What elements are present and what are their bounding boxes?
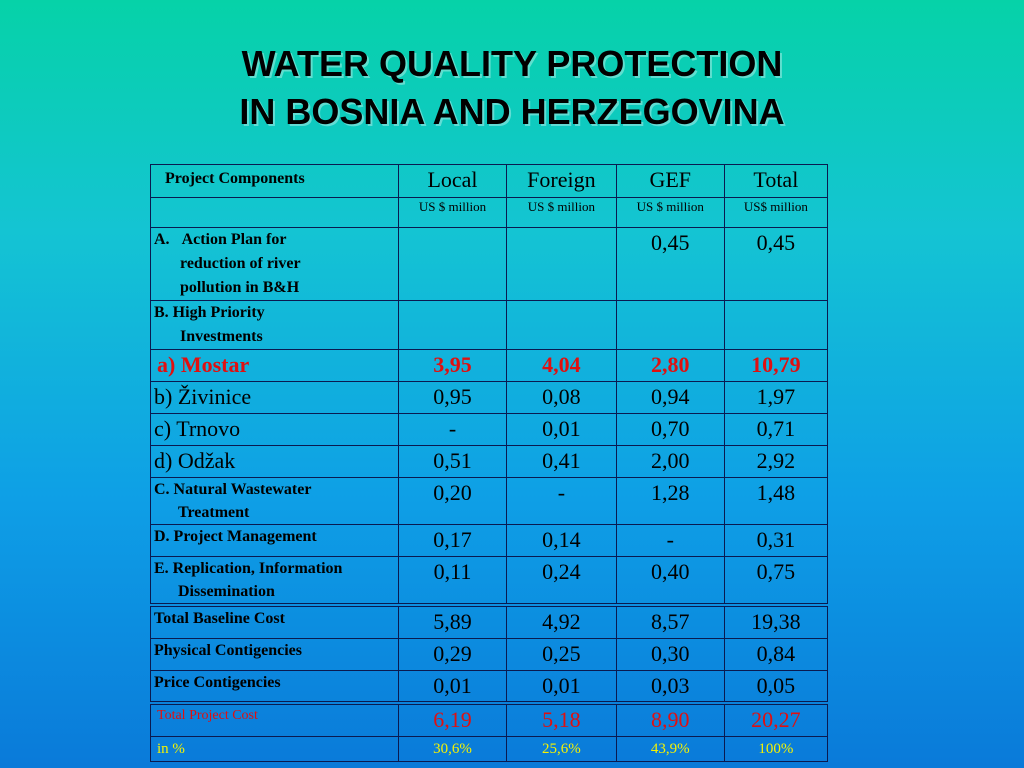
row-label xyxy=(151,557,399,606)
cell-gef: - xyxy=(616,525,724,557)
cell-local: - xyxy=(399,414,507,446)
row-label-line: Investments xyxy=(180,328,263,345)
unit-empty xyxy=(151,198,399,228)
row-label-line: Action Plan for xyxy=(181,231,287,248)
row-label: b) Živinice xyxy=(151,382,399,414)
table-row xyxy=(151,228,828,301)
cell-total xyxy=(724,301,827,350)
cell-gef: 8,57 xyxy=(616,605,724,638)
table-row xyxy=(151,737,828,762)
row-label-line: Treatment xyxy=(178,504,250,521)
cell-foreign: 25,6% xyxy=(506,737,616,762)
row-label xyxy=(151,228,399,301)
cell-total: 0,84 xyxy=(724,638,827,670)
row-label-line: C. Natural Wastewater xyxy=(154,481,312,498)
cell-local: 5,89 xyxy=(399,605,507,638)
row-label xyxy=(151,301,399,350)
row-label-line: pollution in B&H xyxy=(180,279,300,296)
row-label xyxy=(151,478,399,525)
cell-gef: 0,03 xyxy=(616,670,724,703)
table-row xyxy=(151,525,828,557)
table-row xyxy=(151,478,828,525)
cell-local xyxy=(399,301,507,350)
cell-local: 0,95 xyxy=(399,382,507,414)
cell-total: 10,79 xyxy=(724,350,827,382)
cell-local: 0,01 xyxy=(399,670,507,703)
cell-total: 2,92 xyxy=(724,446,827,478)
cell-local: 0,51 xyxy=(399,446,507,478)
table-row xyxy=(151,557,828,606)
table-row xyxy=(151,670,828,703)
cell-total: 0,05 xyxy=(724,670,827,703)
title-line-2: IN BOSNIA AND HERZEGOVINA xyxy=(239,91,785,132)
unit-local: US $ million xyxy=(399,198,507,228)
row-label-line: Dissemination xyxy=(178,583,275,600)
cell-gef: 2,00 xyxy=(616,446,724,478)
row-label-line: reduction of river xyxy=(180,255,301,272)
cell-gef: 0,94 xyxy=(616,382,724,414)
table-row xyxy=(151,414,828,446)
unit-total: US$ million xyxy=(724,198,827,228)
cell-foreign: 0,01 xyxy=(506,670,616,703)
cell-local: 3,95 xyxy=(399,350,507,382)
table-row xyxy=(151,382,828,414)
slide-title xyxy=(0,40,1024,136)
cell-total: 1,48 xyxy=(724,478,827,525)
table-row xyxy=(151,350,828,382)
row-label-line: B. High Priority xyxy=(154,304,265,321)
cell-gef: 2,80 xyxy=(616,350,724,382)
cell-foreign: 5,18 xyxy=(506,703,616,737)
row-label: d) Odžak xyxy=(151,446,399,478)
row-label: c) Trnovo xyxy=(151,414,399,446)
cell-local xyxy=(399,228,507,301)
cost-table xyxy=(150,164,828,762)
cell-local: 6,19 xyxy=(399,703,507,737)
cell-local: 30,6% xyxy=(399,737,507,762)
header-foreign: Foreign xyxy=(506,165,616,198)
unit-gef: US $ million xyxy=(616,198,724,228)
table-row xyxy=(151,605,828,638)
cell-foreign: 0,41 xyxy=(506,446,616,478)
cell-total: 0,71 xyxy=(724,414,827,446)
cell-gef: 8,90 xyxy=(616,703,724,737)
cell-total: 0,75 xyxy=(724,557,827,606)
table-row xyxy=(151,446,828,478)
cell-foreign xyxy=(506,228,616,301)
title-line-1: WATER QUALITY PROTECTION xyxy=(241,43,783,84)
table-row xyxy=(151,301,828,350)
table-row xyxy=(151,703,828,737)
cell-foreign: 4,04 xyxy=(506,350,616,382)
cell-total: 0,31 xyxy=(724,525,827,557)
cell-foreign: 0,25 xyxy=(506,638,616,670)
cell-local: 0,20 xyxy=(399,478,507,525)
table-row xyxy=(151,638,828,670)
header-local: Local xyxy=(399,165,507,198)
unit-foreign: US $ million xyxy=(506,198,616,228)
cell-gef: 0,30 xyxy=(616,638,724,670)
cell-foreign: 0,01 xyxy=(506,414,616,446)
cell-gef: 43,9% xyxy=(616,737,724,762)
cell-foreign: 0,14 xyxy=(506,525,616,557)
cell-total: 100% xyxy=(724,737,827,762)
cell-foreign: 4,92 xyxy=(506,605,616,638)
cell-foreign xyxy=(506,301,616,350)
cell-total: 0,45 xyxy=(724,228,827,301)
header-project-components: Project Components xyxy=(151,165,399,198)
cell-foreign: 0,24 xyxy=(506,557,616,606)
row-label: Total Baseline Cost xyxy=(151,605,399,638)
cell-local: 0,11 xyxy=(399,557,507,606)
header-row xyxy=(151,165,828,198)
row-label: a) Mostar xyxy=(151,350,399,382)
row-label-line: E. Replication, Information xyxy=(154,560,343,577)
row-label: in % xyxy=(151,737,399,762)
header-gef: GEF xyxy=(616,165,724,198)
cell-foreign: - xyxy=(506,478,616,525)
row-label: Physical Contigencies xyxy=(151,638,399,670)
cell-local: 0,29 xyxy=(399,638,507,670)
row-label: Total Project Cost xyxy=(151,703,399,737)
header-total: Total xyxy=(724,165,827,198)
cell-gef: 0,40 xyxy=(616,557,724,606)
cell-total: 19,38 xyxy=(724,605,827,638)
cell-total: 20,27 xyxy=(724,703,827,737)
cell-gef: 1,28 xyxy=(616,478,724,525)
cell-foreign: 0,08 xyxy=(506,382,616,414)
row-label: Price Contigencies xyxy=(151,670,399,703)
cell-gef: 0,45 xyxy=(616,228,724,301)
cell-gef xyxy=(616,301,724,350)
cell-total: 1,97 xyxy=(724,382,827,414)
cell-gef: 0,70 xyxy=(616,414,724,446)
row-label: D. Project Management xyxy=(151,525,399,557)
row-label-prefix: A. xyxy=(154,231,170,248)
units-row xyxy=(151,198,828,228)
cell-local: 0,17 xyxy=(399,525,507,557)
